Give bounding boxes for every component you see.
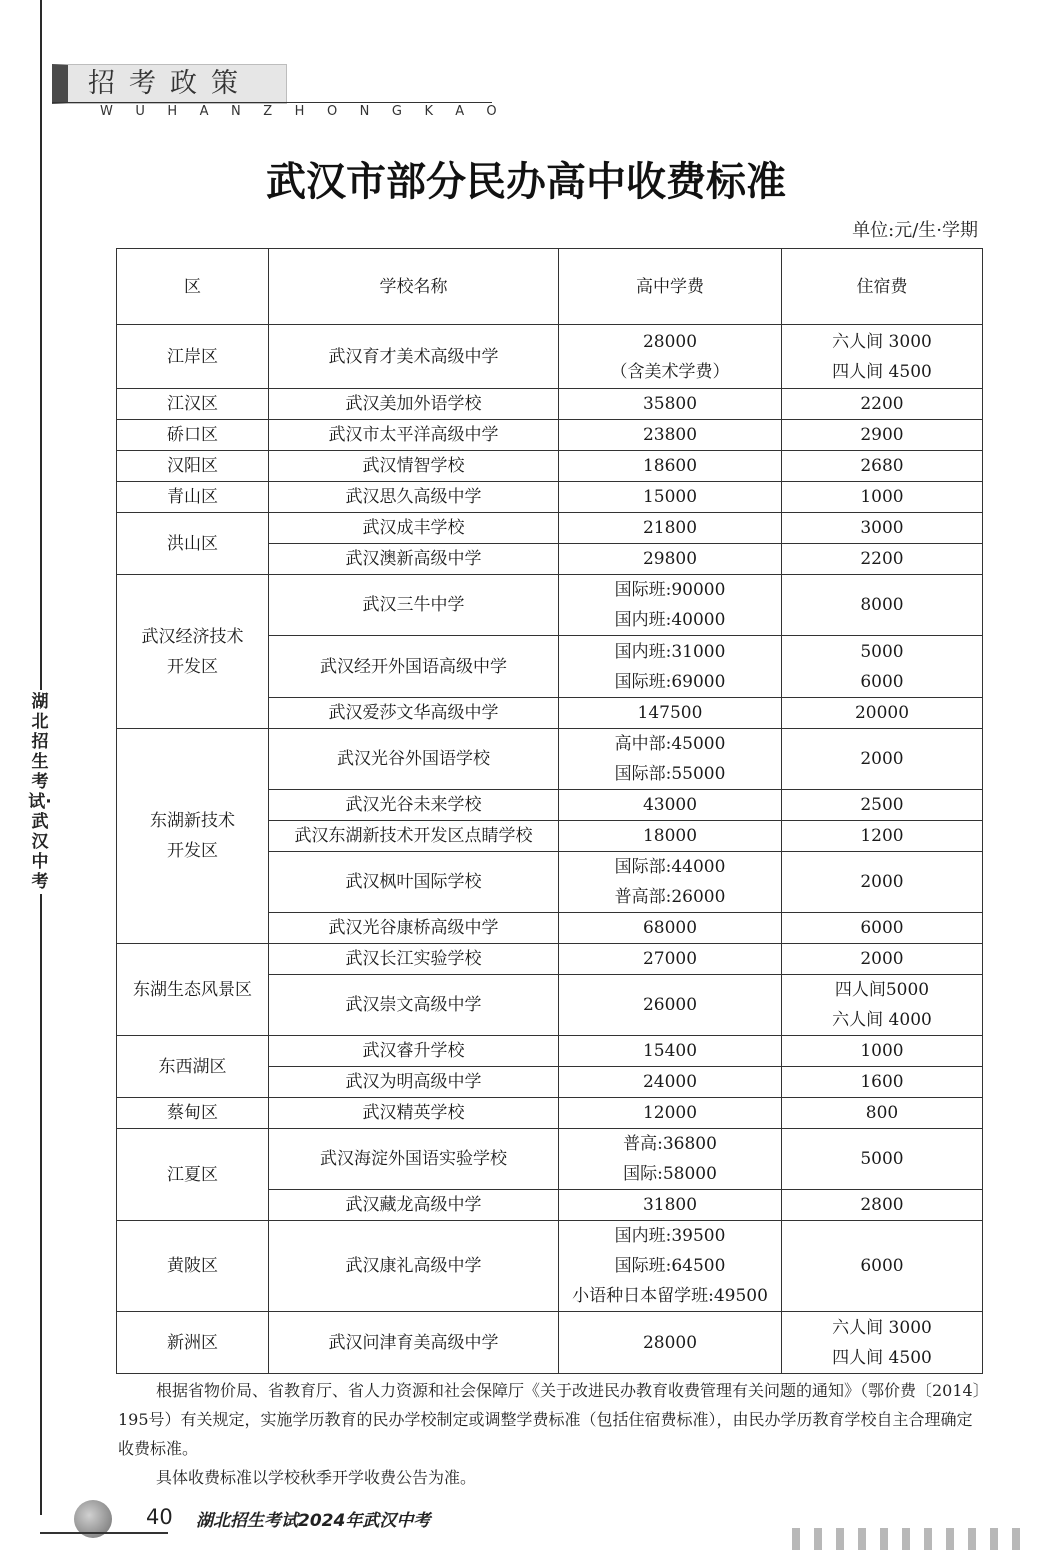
table-row — [117, 1312, 983, 1374]
district-cell: 蔡甸区 — [117, 1098, 269, 1129]
tuition-cell: 68000 — [559, 913, 782, 944]
school-cell: 武汉精英学校 — [269, 1098, 559, 1129]
tuition-cell: 国内班:31000 国际班:69000 — [559, 636, 782, 698]
dorm-cell: 6000 — [782, 1221, 983, 1312]
tuition-cell: 普高:36800 国际:58000 — [559, 1129, 782, 1190]
table-row — [117, 1129, 983, 1190]
school-cell: 武汉成丰学校 — [269, 513, 559, 544]
district-cell: 青山区 — [117, 482, 269, 513]
district-cell: 黄陂区 — [117, 1221, 269, 1312]
school-cell: 武汉爱莎文华高级中学 — [269, 698, 559, 729]
footer-rule — [40, 1532, 168, 1534]
district-cell: 东湖新技术 开发区 — [117, 729, 269, 944]
school-cell: 武汉三牛中学 — [269, 575, 559, 636]
district-cell: 硚口区 — [117, 420, 269, 451]
school-cell: 武汉育才美术高级中学 — [269, 325, 559, 389]
dorm-cell: 2800 — [782, 1190, 983, 1221]
fee-table — [116, 248, 983, 1374]
school-cell: 武汉东湖新技术开发区点睛学校 — [269, 821, 559, 852]
table-row — [117, 1036, 983, 1067]
section-pinyin: WUHANZHONGKAO — [100, 104, 520, 119]
tuition-cell: 43000 — [559, 790, 782, 821]
page-number: 40 — [146, 1505, 173, 1529]
school-cell: 武汉光谷未来学校 — [269, 790, 559, 821]
school-cell: 武汉澳新高级中学 — [269, 544, 559, 575]
dorm-cell: 2500 — [782, 790, 983, 821]
school-cell: 武汉经开外国语高级中学 — [269, 636, 559, 698]
tuition-cell: 23800 — [559, 420, 782, 451]
table-row — [117, 944, 983, 975]
school-cell: 武汉睿升学校 — [269, 1036, 559, 1067]
tuition-cell: 27000 — [559, 944, 782, 975]
tuition-cell: 国际班:90000 国内班:40000 — [559, 575, 782, 636]
side-vertical-label: 湖北招生考试·武汉中考 — [28, 692, 52, 892]
dorm-cell: 1200 — [782, 821, 983, 852]
unit-label: 单位:元/生·学期 — [852, 220, 978, 241]
dorm-cell: 8000 — [782, 575, 983, 636]
district-cell: 东湖生态风景区 — [117, 944, 269, 1036]
school-cell: 武汉美加外语学校 — [269, 389, 559, 420]
table-row — [117, 482, 983, 513]
header-dorm: 住宿费 — [782, 249, 983, 325]
table-row — [117, 575, 983, 636]
footer-publication: 湖北招生考试2024年武汉中考 — [196, 1511, 431, 1531]
table-row — [117, 1098, 983, 1129]
table-row — [117, 729, 983, 790]
dorm-cell: 3000 — [782, 513, 983, 544]
table-header-row — [117, 249, 983, 325]
school-cell: 武汉光谷康桥高级中学 — [269, 913, 559, 944]
tuition-cell: 28000 — [559, 1312, 782, 1374]
header-tuition: 高中学费 — [559, 249, 782, 325]
page-title: 武汉市部分民办高中收费标准 — [266, 159, 786, 205]
tuition-cell: 18000 — [559, 821, 782, 852]
dorm-cell: 六人间 3000 四人间 4500 — [782, 325, 983, 389]
table-row — [117, 1221, 983, 1312]
table-row — [117, 451, 983, 482]
dorm-cell: 20000 — [782, 698, 983, 729]
dorm-cell: 2900 — [782, 420, 983, 451]
school-cell: 武汉长江实验学校 — [269, 944, 559, 975]
school-cell: 武汉为明高级中学 — [269, 1067, 559, 1098]
school-cell: 武汉市太平洋高级中学 — [269, 420, 559, 451]
tuition-cell: 29800 — [559, 544, 782, 575]
school-cell: 武汉康礼高级中学 — [269, 1221, 559, 1312]
dorm-cell: 2200 — [782, 544, 983, 575]
dorm-cell: 四人间5000 六人间 4000 — [782, 975, 983, 1036]
district-cell: 江夏区 — [117, 1129, 269, 1221]
district-cell: 新洲区 — [117, 1312, 269, 1374]
school-cell: 武汉枫叶国际学校 — [269, 852, 559, 913]
tuition-cell: 15000 — [559, 482, 782, 513]
tuition-cell: 26000 — [559, 975, 782, 1036]
dorm-cell: 六人间 3000 四人间 4500 — [782, 1312, 983, 1374]
fee-table-body — [117, 325, 983, 1374]
note-paragraph: 具体收费标准以学校秋季开学收费公告为准。 — [156, 1468, 477, 1487]
dorm-cell: 2000 — [782, 852, 983, 913]
tuition-cell: 18600 — [559, 451, 782, 482]
table-row — [117, 420, 983, 451]
district-cell: 江岸区 — [117, 325, 269, 389]
section-title: 招考政策 — [88, 68, 252, 99]
school-cell: 武汉崇文高级中学 — [269, 975, 559, 1036]
tuition-cell: 高中部:45000 国际部:55000 — [559, 729, 782, 790]
tuition-cell: 24000 — [559, 1067, 782, 1098]
tuition-cell: 15400 — [559, 1036, 782, 1067]
tuition-cell: 21800 — [559, 513, 782, 544]
dorm-cell: 800 — [782, 1098, 983, 1129]
district-cell: 汉阳区 — [117, 451, 269, 482]
dorm-cell: 6000 — [782, 913, 983, 944]
footer-decoration — [792, 1528, 1027, 1550]
dorm-cell: 5000 — [782, 1129, 983, 1190]
tuition-cell: 国际部:44000 普高部:26000 — [559, 852, 782, 913]
dorm-cell: 1600 — [782, 1067, 983, 1098]
school-cell: 武汉藏龙高级中学 — [269, 1190, 559, 1221]
district-cell: 东西湖区 — [117, 1036, 269, 1098]
tuition-cell: 28000 （含美术学费） — [559, 325, 782, 389]
note-paragraph: 根据省物价局、省教育厅、省人力资源和社会保障厅《关于改进民办教育收费管理有关问题的通知》（鄂价费〔2014〕195号）有关规定，实施学历教育的民办学校制定或调整学费标准（包括住宿费标准），由民办学历教育学校自主合理确定收费标准。 — [118, 1381, 981, 1458]
table-row — [117, 513, 983, 544]
table-row — [117, 325, 983, 389]
tuition-cell: 12000 — [559, 1098, 782, 1129]
dorm-cell: 1000 — [782, 1036, 983, 1067]
tuition-cell: 35800 — [559, 389, 782, 420]
school-cell: 武汉光谷外国语学校 — [269, 729, 559, 790]
dorm-cell: 1000 — [782, 482, 983, 513]
dorm-cell: 5000 6000 — [782, 636, 983, 698]
district-cell: 江汉区 — [117, 389, 269, 420]
district-cell: 洪山区 — [117, 513, 269, 575]
table-row — [117, 389, 983, 420]
school-cell: 武汉情智学校 — [269, 451, 559, 482]
dorm-cell: 2000 — [782, 944, 983, 975]
header-district: 区 — [117, 249, 269, 325]
header-school: 学校名称 — [269, 249, 559, 325]
dorm-cell: 2000 — [782, 729, 983, 790]
tuition-cell: 147500 — [559, 698, 782, 729]
section-underline — [52, 102, 492, 103]
district-cell: 武汉经济技术 开发区 — [117, 575, 269, 729]
school-cell: 武汉问津育美高级中学 — [269, 1312, 559, 1374]
tuition-cell: 国内班:39500 国际班:64500 小语种日本留学班:49500 — [559, 1221, 782, 1312]
notes — [118, 1376, 984, 1492]
school-cell: 武汉思久高级中学 — [269, 482, 559, 513]
dorm-cell: 2200 — [782, 389, 983, 420]
tuition-cell: 31800 — [559, 1190, 782, 1221]
dorm-cell: 2680 — [782, 451, 983, 482]
school-cell: 武汉海淀外国语实验学校 — [269, 1129, 559, 1190]
